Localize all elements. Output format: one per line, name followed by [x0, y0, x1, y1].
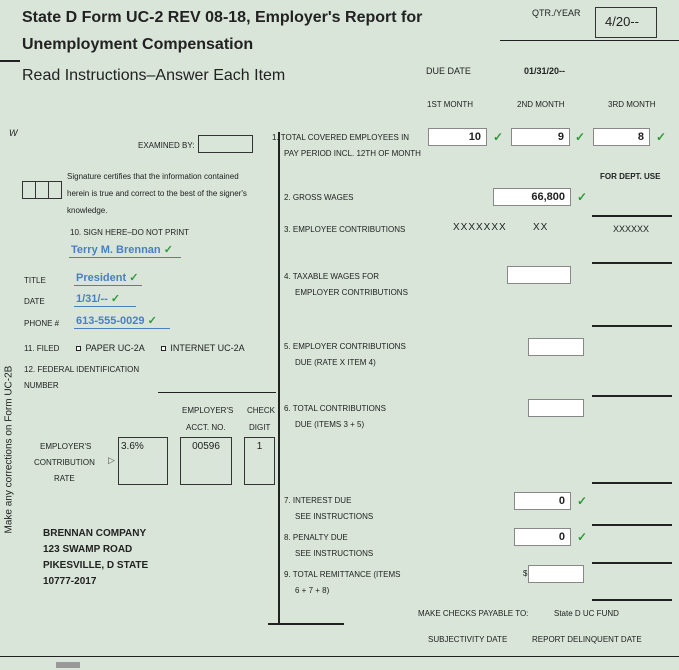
- examined-by-field[interactable]: [198, 135, 253, 153]
- employer-contrib-field[interactable]: [528, 338, 584, 356]
- signer-check-icon: ✓: [163, 244, 173, 256]
- total-remittance-field[interactable]: [528, 565, 584, 583]
- item7-label-2: SEE INSTRUCTIONS: [295, 512, 374, 521]
- dept-rule-4: [592, 325, 672, 327]
- paper-checkbox[interactable]: [76, 346, 81, 351]
- taxable-wages-field[interactable]: [507, 266, 571, 284]
- title-rule: [0, 60, 20, 62]
- signer-name[interactable]: Terry M. Brennan ✓: [71, 244, 173, 256]
- item6-label-1: 6. TOTAL CONTRIBUTIONS: [284, 404, 386, 413]
- center-divider: [278, 132, 280, 624]
- acct-box: [180, 437, 232, 485]
- signature-boxes[interactable]: [22, 181, 62, 199]
- examined-by-label: EXAMINED BY:: [138, 141, 195, 150]
- item1-label-2: PAY PERIOD INCL. 12TH OF MONTH: [284, 149, 421, 158]
- penalty-due-field[interactable]: 0: [514, 528, 571, 546]
- month2-label: 2ND MONTH: [517, 100, 565, 109]
- header-right-rule: [500, 40, 679, 41]
- acct-value: 00596: [192, 441, 220, 452]
- qtr-year-box: [595, 7, 657, 38]
- check-label: CHECK: [247, 406, 276, 415]
- dept-rule-7: [592, 524, 672, 526]
- item6-label-2: DUE (ITEMS 3 + 5): [295, 420, 365, 429]
- interest-check-icon: ✓: [577, 494, 588, 508]
- payable-value: State D UC FUND: [554, 609, 619, 618]
- total-contrib-field[interactable]: [528, 399, 584, 417]
- company-address: 123 SWAMP ROAD: [43, 544, 133, 555]
- item5-label-2: DUE (RATE X ITEM 4): [295, 358, 376, 367]
- signature-note-1: Signature certifies that the information contained: [67, 172, 239, 181]
- dept-rule-2: [592, 215, 672, 217]
- contrib-rate-label-1: EMPLOYER'S: [40, 442, 92, 451]
- item8-label-1: 8. PENALTY DUE: [284, 533, 348, 542]
- check-digit-box: [244, 437, 275, 485]
- item9-label-1: 9. TOTAL REMITTANCE (ITEMS: [284, 570, 401, 579]
- center-bottom-rule: [268, 623, 344, 625]
- item9-label-2: 6 + 7 + 8): [295, 586, 330, 595]
- fein-label-2: NUMBER: [24, 381, 59, 390]
- item4-label-2: EMPLOYER CONTRIBUTIONS: [295, 288, 408, 297]
- side-note: Make any corrections on Form UC-2B: [3, 365, 15, 534]
- month1-check-icon: ✓: [493, 130, 504, 144]
- company-name: BRENNAN COMPANY: [43, 528, 147, 539]
- contrib-rate-label-3: RATE: [54, 474, 75, 483]
- employers-label: EMPLOYER'S: [182, 406, 234, 415]
- bottom-rule: [0, 656, 679, 657]
- item3-x3: XXXXXX: [613, 224, 650, 234]
- phone-underline: [74, 328, 170, 329]
- contrib-rate-label-2: CONTRIBUTION: [34, 458, 95, 467]
- item1-label-1: 1. TOTAL COVERED EMPLOYEES IN: [272, 133, 410, 142]
- due-date-value: 01/31/20--: [524, 66, 566, 76]
- month3-label: 3RD MONTH: [608, 100, 656, 109]
- date-check-icon: ✓: [110, 293, 121, 305]
- report-delinquent-label: REPORT DELINQUENT DATE: [532, 635, 642, 644]
- item3-x1: XXXXXXX: [453, 222, 507, 233]
- gross-wages-check-icon: ✓: [577, 190, 588, 204]
- dept-rule-9: [592, 599, 672, 601]
- w-mark: W: [9, 128, 18, 138]
- item7-label-1: 7. INTEREST DUE: [284, 496, 352, 505]
- internet-checkbox[interactable]: [161, 346, 166, 351]
- date-label: DATE: [24, 297, 45, 306]
- item2-label: 2. GROSS WAGES: [284, 193, 354, 202]
- date-value[interactable]: 1/31/-- ✓: [76, 293, 121, 305]
- rate-box: [118, 437, 168, 485]
- dept-rule-6: [592, 482, 672, 484]
- employees-month1[interactable]: 10: [428, 128, 487, 146]
- form-title-line2: Unemployment Compensation: [22, 36, 254, 53]
- employees-month2[interactable]: 9: [511, 128, 570, 146]
- instructions-subtitle: Read Instructions–Answer Each Item: [22, 67, 286, 84]
- title-label: TITLE: [24, 276, 46, 285]
- item8-label-2: SEE INSTRUCTIONS: [295, 549, 374, 558]
- company-city: PIKESVILLE, D STATE: [43, 560, 149, 571]
- dept-use-label: FOR DEPT. USE: [600, 172, 661, 181]
- month2-check-icon: ✓: [575, 130, 586, 144]
- bottom-mark-icon: [56, 662, 80, 668]
- signature-note-2: herein is true and correct to the best of the signer's: [67, 189, 247, 198]
- check-digit-value: 1: [256, 441, 263, 452]
- penalty-check-icon: ✓: [577, 530, 588, 544]
- arrow-right-icon: ▷: [108, 455, 115, 465]
- signer-underline: [69, 257, 181, 258]
- paper-label: PAPER UC-2A: [85, 343, 145, 353]
- item4-label-1: 4. TAXABLE WAGES FOR: [284, 272, 379, 281]
- employees-month3[interactable]: 8: [593, 128, 650, 146]
- subjectivity-date-label: SUBJECTIVITY DATE: [428, 635, 508, 644]
- fein-label-1: 12. FEDERAL IDENTIFICATION: [24, 365, 140, 374]
- rate-value: 3.6%: [121, 441, 144, 452]
- phone-label: PHONE #: [24, 319, 60, 328]
- acct-no-label: ACCT. NO.: [186, 423, 226, 432]
- filed-label: 11. FILED: [24, 344, 60, 353]
- sign-here-label: 10. SIGN HERE–DO NOT PRINT: [70, 228, 189, 237]
- title-check-icon: ✓: [129, 272, 139, 284]
- filed-row: [24, 343, 245, 353]
- title-value[interactable]: President ✓: [76, 272, 139, 284]
- due-date-label: DUE DATE: [426, 66, 471, 76]
- dept-rule-8: [592, 562, 672, 564]
- item3-label: 3. EMPLOYEE CONTRIBUTIONS: [284, 225, 406, 234]
- fein-line: [158, 392, 276, 393]
- form-title-line1: State D Form UC-2 REV 08-18, Employer's Report for: [22, 9, 423, 26]
- interest-due-field[interactable]: 0: [514, 492, 571, 510]
- gross-wages-field[interactable]: 66,800: [493, 188, 571, 206]
- dept-rule-3: [592, 262, 672, 264]
- payable-label: MAKE CHECKS PAYABLE TO:: [418, 609, 529, 618]
- dollar-sign: $: [523, 569, 528, 578]
- title-underline: [74, 285, 142, 286]
- internet-label: INTERNET UC-2A: [170, 343, 245, 353]
- qtr-year-value: 4/20--: [605, 14, 639, 29]
- month1-label: 1ST MONTH: [427, 100, 474, 109]
- month3-check-icon: ✓: [656, 130, 667, 144]
- phone-check-icon: ✓: [147, 315, 157, 327]
- phone-value[interactable]: 613-555-0029 ✓: [76, 315, 157, 327]
- date-underline: [74, 306, 136, 307]
- digit-label: DIGIT: [249, 423, 271, 432]
- item3-x2: XX: [533, 222, 549, 233]
- qtr-year-label: QTR./YEAR: [532, 8, 581, 18]
- company-zip: 10777-2017: [43, 576, 97, 587]
- signature-note-3: knowledge.: [67, 206, 108, 215]
- dept-rule-5: [592, 395, 672, 397]
- item5-label-1: 5. EMPLOYER CONTRIBUTIONS: [284, 342, 406, 351]
